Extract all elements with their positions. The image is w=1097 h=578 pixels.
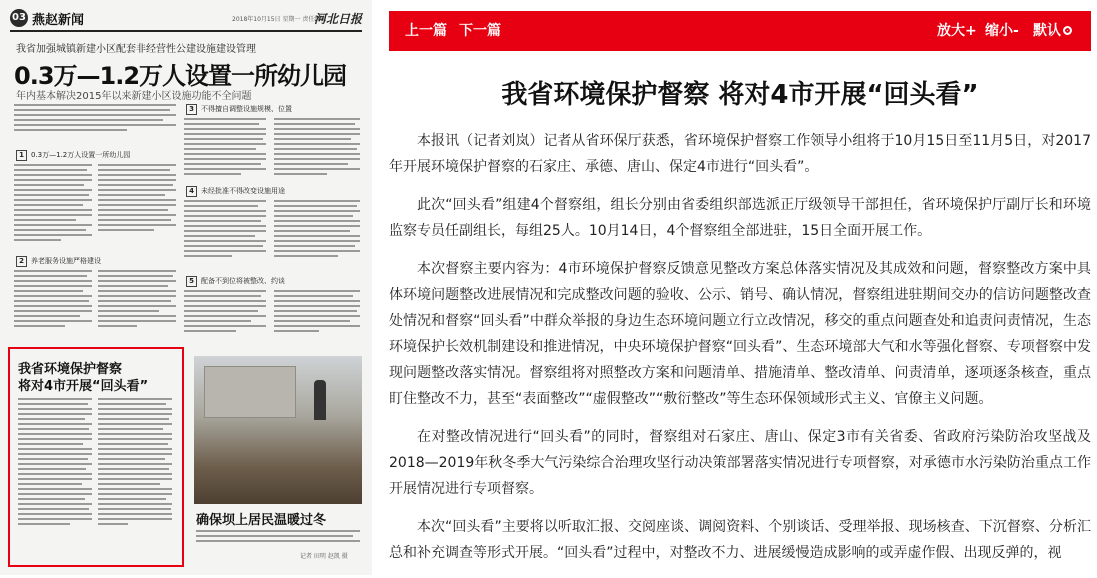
- story-subheading: 1 0.3万—1.2万人设置一所幼儿园: [16, 150, 130, 161]
- text-block: [98, 270, 176, 330]
- photo-building-shape: [204, 366, 296, 418]
- article-paragraph: 本次督察主要内容为：4市环境保护督察反馈意见整改方案总体落实情况及其成效和问题，督察整改方案中具体环境问题整改进展情况和完成整改问题的验收、公示、销号、确认情况，督察组进驻期间交办的信访问题整改查处情况和督察“回头看”中群众举报的身边生态环境问题立行立改情况，移交的重点问题查处和追责问责情况，生态环境保护长效机制建设和推进情况，中央环境保护督察“回头看”、生态环境部大气和水等强化督察、专项督察中发现问题整改落实情况。督察组将对照整改方案和问题清单、措施清单、整改清单、问责清单，逐项逐条核查，重点盯住整改不力，甚至“表面整改”“虚假整改”“敷衍整改”等生态环保领域形式主义、官僚主义问题。: [389, 261, 1091, 407]
- text-block: [14, 164, 92, 244]
- text-block: [18, 398, 92, 528]
- article-paragraph: 在对整改情况进行“回头看”的同时，督察组对石家庄、唐山、保定3市有关省委、省政府污染防治攻坚战及2018—2019年秋冬季大气污染综合治理攻坚行动决策部署落实情况进行专项督察，对承德市水污染防治重点工作开展情况进行专项督察。: [389, 429, 1091, 497]
- lead-story-subhead: 年内基本解决2015年以来新建小区设施功能不全问题: [16, 91, 252, 102]
- selected-story-title-line1[interactable]: 我省环境保护督察: [18, 362, 123, 377]
- story-subheading: 2 养老服务设施严格建设: [16, 256, 101, 267]
- photo-credit: 记者 田明 赵凯 摄: [300, 553, 348, 560]
- article-body: [389, 128, 1091, 578]
- newspaper-page-thumbnail: [0, 0, 372, 575]
- photo-story-headline[interactable]: 确保坝上居民温暖过冬: [196, 513, 327, 528]
- section-number-badge: 03: [10, 9, 28, 27]
- text-block: [274, 290, 360, 335]
- text-block: [14, 104, 176, 134]
- article-paragraph: 本报讯（记者刘岚）记者从省环保厅获悉，省环境保护督察工作领导小组将于10月15日至11月5日，对2017年开展环境保护督察的石家庄、承德、唐山、保定4市进行“回头看”。: [389, 133, 1091, 175]
- text-block: [14, 270, 92, 330]
- lead-story-kicker[interactable]: 我省加强城镇新建小区配套非经营性公建设施建设管理: [16, 44, 256, 55]
- newspaper-brand-logo: 河北日报: [313, 12, 362, 26]
- news-photo[interactable]: [194, 356, 362, 504]
- text-block: [274, 118, 360, 178]
- story-subheading: 5 配备不到位将被整改、约谈: [186, 276, 285, 287]
- lead-story-headline[interactable]: 0.3万—1.2万人设置一所幼儿园: [14, 62, 347, 90]
- default-size-button[interactable]: [1033, 11, 1072, 51]
- newspaper-date-line: 2018年10月15日 星期一 责任编辑: [232, 16, 327, 23]
- reset-dot-icon: [1063, 26, 1072, 35]
- selected-story-title-line2[interactable]: 将对4市开展“回头看”: [18, 379, 149, 394]
- text-block: [196, 530, 360, 545]
- default-size-label: 默认: [1033, 23, 1061, 39]
- section-name: 燕赵新闻: [32, 13, 85, 28]
- text-block: [184, 118, 266, 178]
- text-block: [98, 164, 176, 234]
- newspaper-masthead: [10, 8, 362, 32]
- text-block: [184, 200, 266, 260]
- story-subheading: 3 不得擅自调整设施规模、位置: [186, 104, 292, 115]
- article-paragraph: 此次“回头看”组建4个督察组，组长分别由省委组织部选派正厅级领导干部担任，省环境保护厅副厅长和环境监察专员任副组长，每组25人。10月14日，4个督察组全部进驻，15日全面开展工作。: [389, 197, 1091, 239]
- article-toolbar: [389, 11, 1091, 51]
- text-block: [98, 398, 172, 528]
- story-subheading: 4 未经批准不得改变设施用途: [186, 186, 285, 197]
- zoom-out-button[interactable]: 缩小-: [985, 23, 1019, 39]
- next-article-link[interactable]: 下一篇: [459, 23, 501, 39]
- text-block: [184, 290, 266, 335]
- previous-article-link[interactable]: 上一篇: [405, 23, 447, 39]
- photo-worker-shape: [314, 380, 326, 420]
- zoom-in-button[interactable]: 放大+: [937, 23, 977, 39]
- article-title: 我省环境保护督察 将对4市开展“回头看”: [501, 80, 979, 110]
- article-paragraph: 本次“回头看”主要将以听取汇报、交阅座谈、调阅资料、个别谈话、受理举报、现场核查、下沉督察、分析汇总和补充调查等形式开展。“回头看”过程中，对整改不力、进展缓慢造成影响的或弄虚作假、出现反弹的，视: [389, 519, 1091, 561]
- text-block: [274, 200, 360, 260]
